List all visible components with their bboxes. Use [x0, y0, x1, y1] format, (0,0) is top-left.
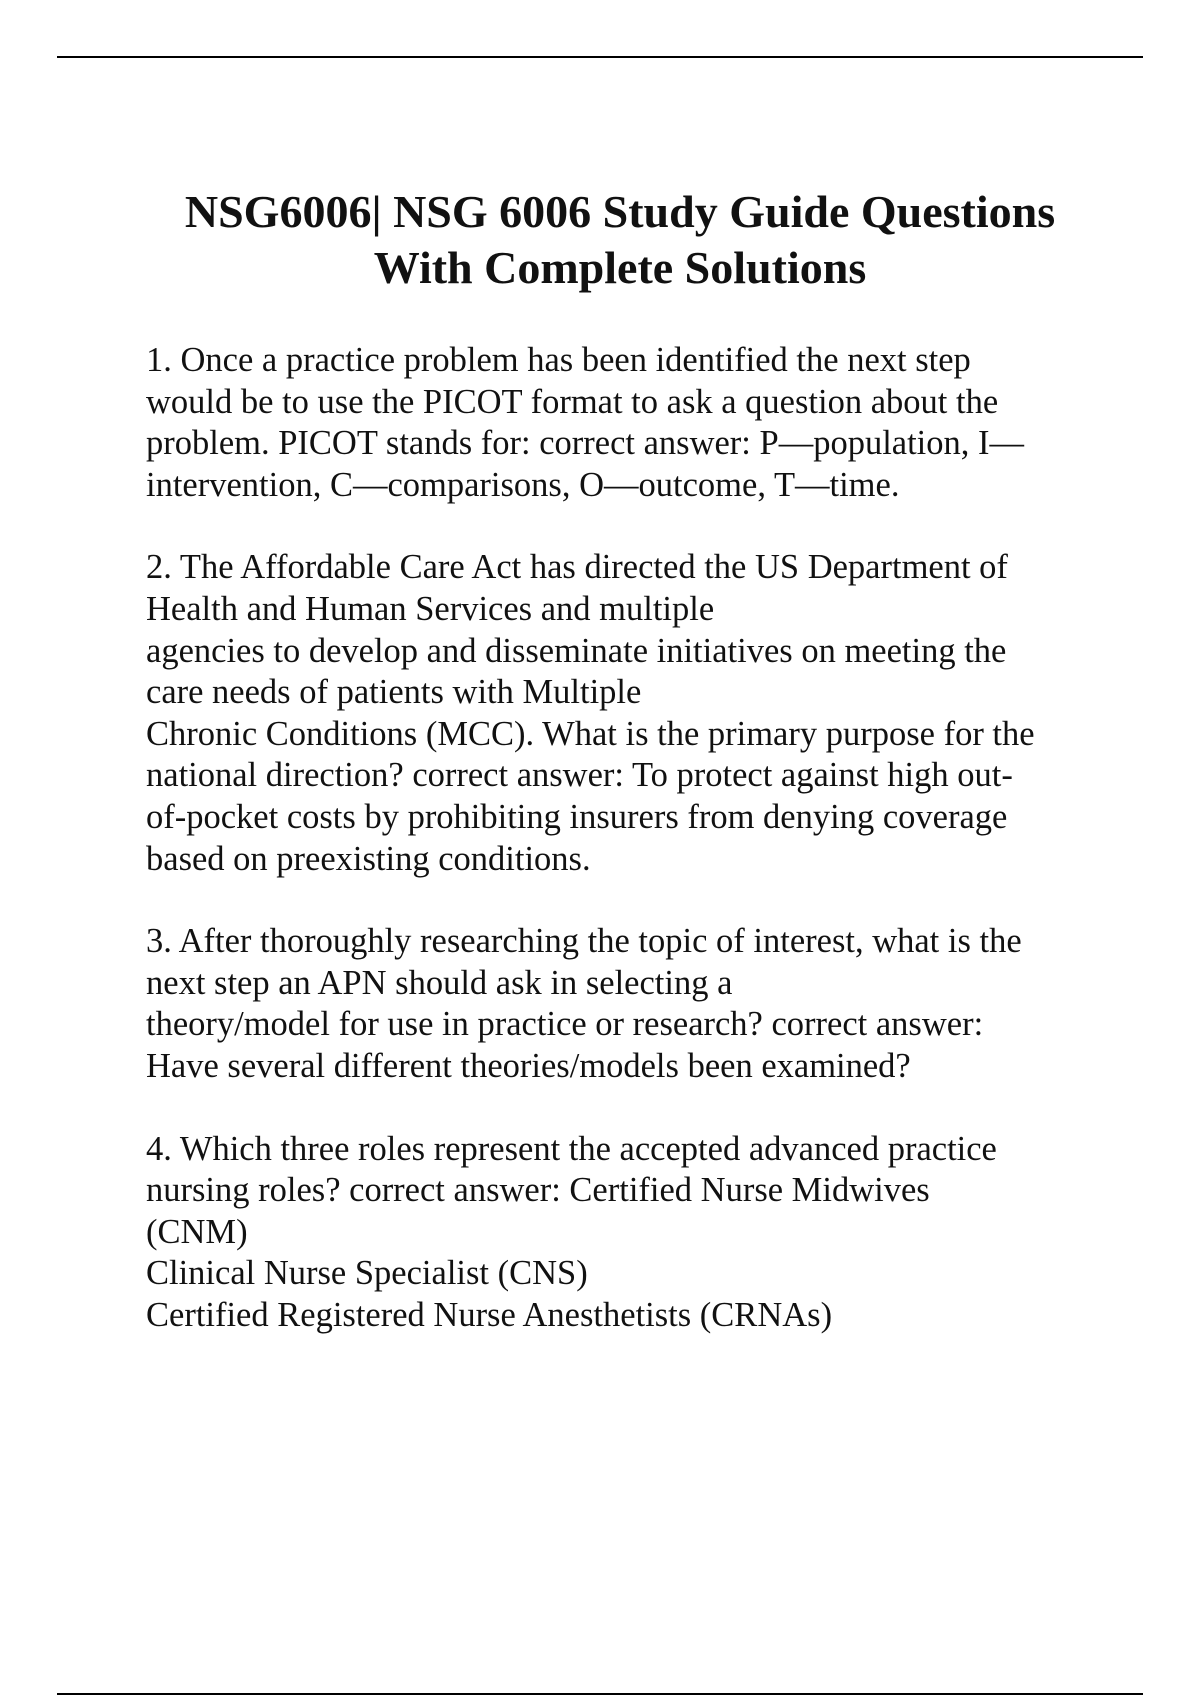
question-text-line: Have several different theories/models been examined?: [146, 1046, 911, 1085]
question-item-1: [146, 340, 1106, 506]
question-text-line: next step an APN should ask in selecting a: [146, 963, 733, 1002]
question-item-4: [146, 1129, 1106, 1337]
question-text-line: of-pocket costs by prohibiting insurers from denying coverage: [146, 797, 1008, 836]
title-line: NSG6006| NSG 6006 Study Guide Questions: [184, 186, 1056, 237]
question-text-line: 3. After thoroughly researching the topic of interest, what is the: [146, 922, 1022, 961]
question-text-line: 1. Once a practice problem has been identified the next step: [146, 341, 971, 379]
question-text-line: (CNM): [146, 1212, 248, 1251]
question-text-line: care needs of patients with Multiple: [146, 673, 642, 712]
question-text-line: would be to use the PICOT format to ask a question about the: [146, 382, 999, 421]
question-text-line: problem. PICOT stands for: correct answer: P—population, I—: [146, 424, 1024, 463]
question-text-line: theory/model for use in practice or research? correct answer:: [146, 1005, 984, 1044]
question-text-line: Certified Registered Nurse Anesthetists (CRNAs): [146, 1295, 833, 1334]
question-text-line: national direction? correct answer: To protect against high out-: [146, 756, 1013, 795]
question-text-line: 4. Which three roles represent the accepted advanced practice: [146, 1129, 997, 1168]
question-text-line: 2. The Affordable Care Act has directed the US Department of: [146, 548, 1008, 587]
question-text-line: nursing roles? correct answer: Certified Nurse Midwives: [146, 1171, 930, 1210]
question-text-line: Clinical Nurse Specialist (CNS): [146, 1254, 588, 1293]
question-item-3: [146, 921, 1106, 1087]
question-text-line: based on preexisting conditions.: [146, 839, 591, 878]
question-text-line: intervention, C—comparisons, O—outcome, T—time.: [146, 465, 900, 504]
question-text-line: Chronic Conditions (MCC). What is the primary purpose for the: [146, 714, 1035, 753]
top-rule: [57, 56, 1143, 58]
question-text-line: agencies to develop and disseminate initiatives on meeting the: [146, 631, 1007, 670]
bottom-rule: [57, 1693, 1143, 1695]
question-list: [146, 340, 1106, 1377]
title-line: With Complete Solutions: [373, 242, 867, 293]
page-title: [100, 184, 1140, 296]
question-item-2: [146, 547, 1106, 880]
question-text-line: Health and Human Services and multiple: [146, 589, 715, 628]
